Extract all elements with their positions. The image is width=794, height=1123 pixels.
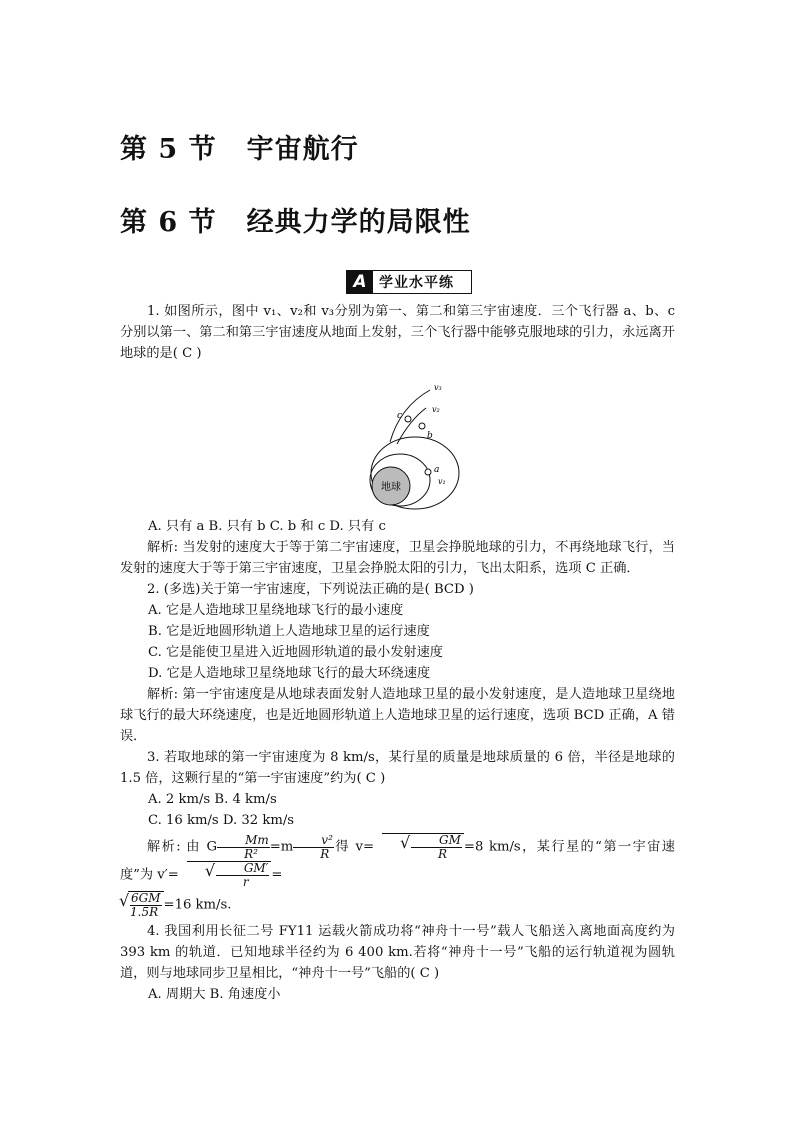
question-2-option-a: A. 它是人造地球卫星绕地球飞行的最小速度 (148, 603, 404, 618)
level-letter: A (347, 271, 373, 293)
question-3-options-ab: A. 2 km/s B. 4 km/s (148, 792, 277, 807)
label-a: a (434, 465, 440, 475)
equals-m: =m (269, 839, 294, 855)
orbit-figure (120, 364, 675, 516)
question-3-analysis-cont (120, 891, 675, 919)
level-badge (346, 270, 472, 294)
level-label: 学业水平练 (379, 275, 454, 291)
question-1-options: A. 只有 a B. 只有 b C. b 和 c D. 只有 c (148, 519, 386, 534)
sqrt-6gm-15r: √ $\frac{6GM}{1.5R}$ (128, 891, 164, 919)
question-4-options: A. 周期大 B. 角速度小 (148, 987, 281, 1002)
question-3-options-cd: C. 16 km/s D. 32 km/s (148, 813, 295, 828)
fraction-v2-r: $\frac{\text{v²}}{R}$ (293, 834, 334, 861)
section-number: 第 5 节 (120, 134, 217, 165)
final-result: =16 km/s. (163, 897, 232, 913)
orbit-diagram (360, 372, 490, 522)
exercise-content (120, 301, 675, 1005)
result-text: =8 km/s，某行星的“第一宇宙速度”为 v′= (120, 839, 675, 883)
question-2-option-d: D. 它是人造地球卫星绕地球飞行的最大环绕速度 (148, 666, 431, 681)
sqrt-gm-prime-r: √ $\frac{GM'}{r}$ (187, 861, 272, 889)
section-title-5 (120, 127, 359, 166)
fraction-mm-r2: $\frac{Mm}{\text{R²}}$ (217, 834, 270, 861)
question-3-analysis (120, 833, 675, 889)
section-name: 宇宙航行 (246, 134, 359, 165)
question-2-option-c: C. 它是能使卫星进入近地圆形轨道的最小发射速度 (148, 645, 443, 660)
label-c: c (397, 411, 403, 421)
section-name: 经典力学的局限性 (246, 207, 471, 238)
question-2-analysis: 解析: 第一宇宙速度是从地球表面发射人造地球卫星的最小发射速度，是人造地球卫星绕地球飞行的最大环绕速度，也是近地圆形轨道上人造地球卫星的运行速度，选项 BCD 正确，A 错误． (120, 687, 675, 744)
label-b: b (427, 431, 433, 441)
section-number: 第 6 节 (120, 207, 217, 238)
question-1-analysis: 解析: 当发射的速度大于等于第二宇宙速度，卫星会挣脱地球的引力，不再绕地球飞行，当发射的速度大于等于第三宇宙速度，卫星会挣脱太阳的引力，飞出太阳系，选项 C 正确． (120, 540, 675, 576)
analysis-prefix: 解析: 由 G (147, 839, 218, 855)
craft-a (425, 469, 431, 475)
section-title-6 (120, 200, 471, 239)
question-1-stem: 1. 如图所示，图中 v₁、v₂和 v₃分别为第一、第二和第三宇宙速度．三个飞行器 a、b、c 分别以第一、第二和第三宇宙速度从地面上发射，三个飞行器中能够克服地球的引力，永远离开地球的是( C ) (120, 304, 675, 361)
question-2-stem: 2. (多选)关于第一宇宙速度，下列说法正确的是( BCD ) (147, 582, 474, 597)
result-v: 得 v= (333, 839, 375, 855)
trajectory-c (390, 390, 430, 442)
sqrt-gm-r: √ $\frac{GM}{R}$ (382, 833, 464, 861)
craft-c (405, 416, 411, 422)
question-2-option-b: B. 它是近地圆形轨道上人造地球卫星的运行速度 (148, 624, 430, 639)
craft-b (419, 423, 425, 429)
label-v2: v₂ (432, 405, 440, 414)
earth-label: 地球 (381, 482, 401, 493)
label-v1: v₁ (438, 477, 446, 486)
question-4-stem: 4. 我国利用长征二号 FY11 运载火箭成功将“神舟十一号”载人飞船送入离地面高度约为 393 km 的轨道．已知地球半径约为 6 400 km.若将“神舟十一号”飞船的运行轨道视为圆轨道，则与地球同步卫星相比，“神舟十一号”飞船的( C ) (120, 924, 675, 981)
equals: = (271, 867, 283, 883)
question-3-stem: 3. 若取地球的第一宇宙速度为 8 km/s，某行星的质量是地球质量的 6 倍，半径是地球的 1.5 倍，这颗行星的“第一宇宙速度”约为( C ) (120, 750, 675, 786)
label-v3: v₃ (434, 383, 442, 392)
